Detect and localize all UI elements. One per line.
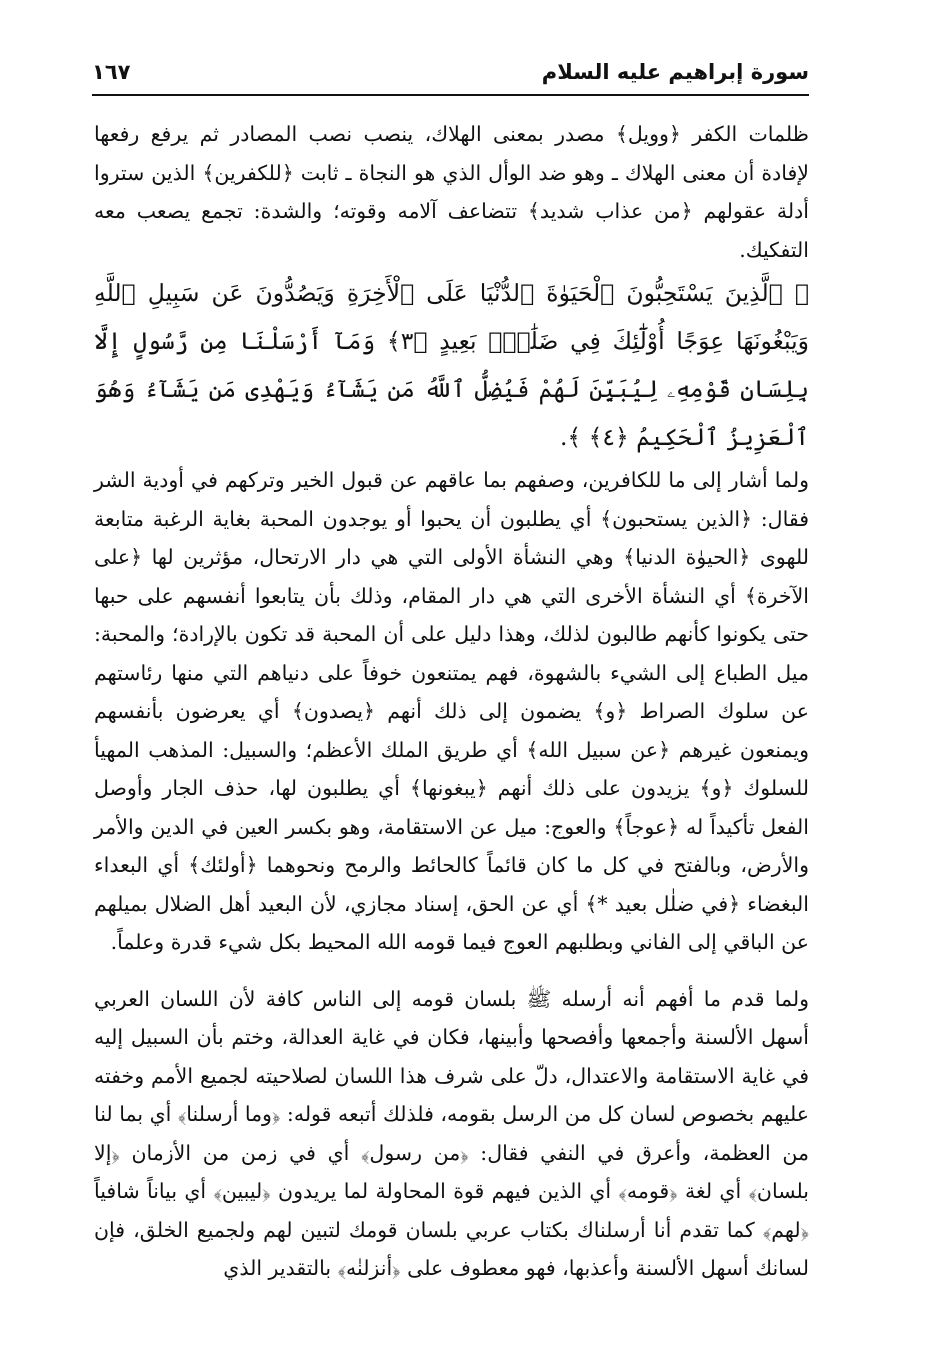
- surah-title: سورة إبراهيم عليه السلام: [541, 60, 809, 84]
- page-header: [92, 58, 809, 96]
- paragraph-2: ولما أشار إلى ما للكافرين، وصفهم بما عاقهم عن قبول الخير وتركهم في أودية الشر فقال: ﴿الذين يستحبون﴾ أي يطلبون أن يحبوا أو يوجدون المحبة بغاية الرغبة متابعة للهوى ﴿الحيوٰة الدنيا﴾ وهي النشأة الأولى التي هي دار الارتحال، مؤثرين لها ﴿على الآخرة﴾ أي النشأة الأخرى التي هي دار المقام، وذلك بأن يتابعوا أنفسهم على حبها حتى يكونوا كأنهم طالبون لذلك، وهذا دليل على أن المحبة قد تكون بالإرادة؛ والمحبة: ميل الطباع إلى الشيء بالشهوة، فهم يمتنعون خوفاً على دنياهم التي منها رئاستهم عن سلوك الصراط ﴿و﴾ يضمون إلى ذلك أنهم ﴿يصدون﴾ أي يعرضون بأنفسهم ويمنعون غيرهم ﴿عن سبيل الله﴾ أي طريق الملك الأعظم؛ والسبيل: المذهب المهيأ للسلوك ﴿و﴾ يزيدون على ذلك أنهم ﴿يبغونها﴾ أي يطلبون لها، حذف الجار وأوصل الفعل تأكيداً له ﴿عوجاً﴾ والعوج: ميل عن الاستقامة، وهو بكسر العين في الدين والأمر والأرض، وبالفتح في كل ما كان قائماً كالحائط والرمح ونحوهما ﴿أولئك﴾ أي البعداء البغضاء ﴿في ضلٰل بعيد *﴾ أي عن الحق، إسناد مجازي، لأن البعيد أهل الضلال بميلهم عن الباقي إلى الفاني وبطلبهم العوج فيما قومه الله المحيط بكل شيء قدرة وعلماً.: [94, 468, 809, 954]
- page-number: ١٦٧: [92, 60, 131, 84]
- paragraph-spacer: [94, 962, 809, 980]
- paragraph-1: ظلمات الكفر ﴿وويل﴾ مصدر بمعنى الهلاك، ينصب نصب المصادر ثم يرفع رفعها لإفادة أن معنى الهلاك ـ وهو ضد الوأل الذي هو النجاة ـ ثابت ﴿للكفرين﴾ الذين ستروا أدلة عقولهم ﴿من عذاب شديد﴾ تتضاعف آلامه وقوته؛ والشدة: تجمع يصعب معه التفكيك.: [94, 122, 809, 262]
- quran-verse-block: ﴿ ٱلَّذِينَ يَسْتَحِبُّونَ ٱلْحَيَوٰةَ ٱلدُّنْيَا عَلَى ٱلْأَخِرَةِ وَيَصُدُّونَ عَن سَبِيلِ ٱللَّهِ وَيَبْغُونَهَا عِوَجًا أُوْلَٰٓئِكَ فِي ضَلَٰلِۭ بَعِيدٍ ﴿٣﴾ وَمَآ أَرْسَلْنَا مِن رَّسُولٍ إِلَّا بِلِسَانِ قَوْمِهِۦ لِيُبَيِّنَ لَهُمْ فَيُضِلُّ ٱللَّهُ مَن يَشَآءُ وَيَهْدِى مَن يَشَآءُ وَهُوَ ٱلْعَزِيزُ ٱلْحَكِيمُ ﴿٤﴾ ﴾.: [94, 279, 809, 451]
- paragraph-3: ولما قدم ما أفهم أنه أرسله ﷺ بلسان قومه إلى الناس كافة لأن اللسان العربي أسهل الألسنة وأجمعها وأفصحها وأبينها، فكان في غاية العدالة، وختم بأن السبيل إليه في غاية الاستقامة والاعتدال، دلّ على شرف هذا اللسان لصلاحيته لجميع الأمم وخفته عليهم بخصوص لسان كل من الرسل بقومه، فلذلك أتبعه قوله: ﴿وما أرسلنا﴾ أي بما لنا من العظمة، وأعرق في النفي فقال: ﴿من رسول﴾ أي في زمن من الأزمان ﴿إلا بلسان﴾ أي لغة ﴿قومه﴾ أي الذين فيهم قوة المحاولة لما يريدون ﴿ليبين﴾ أي بياناً شافياً ﴿لهم﴾ كما تقدم أنا أرسلناك بكتاب عربي بلسان قومك لتبين لهم ولجميع الخلق، فإن لسانك أسهل الألسنة وأعذبها، فهو معطوف على ﴿أنزلنٰه﴾ بالتقدير الذي: [94, 986, 809, 1280]
- page-body: [94, 115, 809, 1288]
